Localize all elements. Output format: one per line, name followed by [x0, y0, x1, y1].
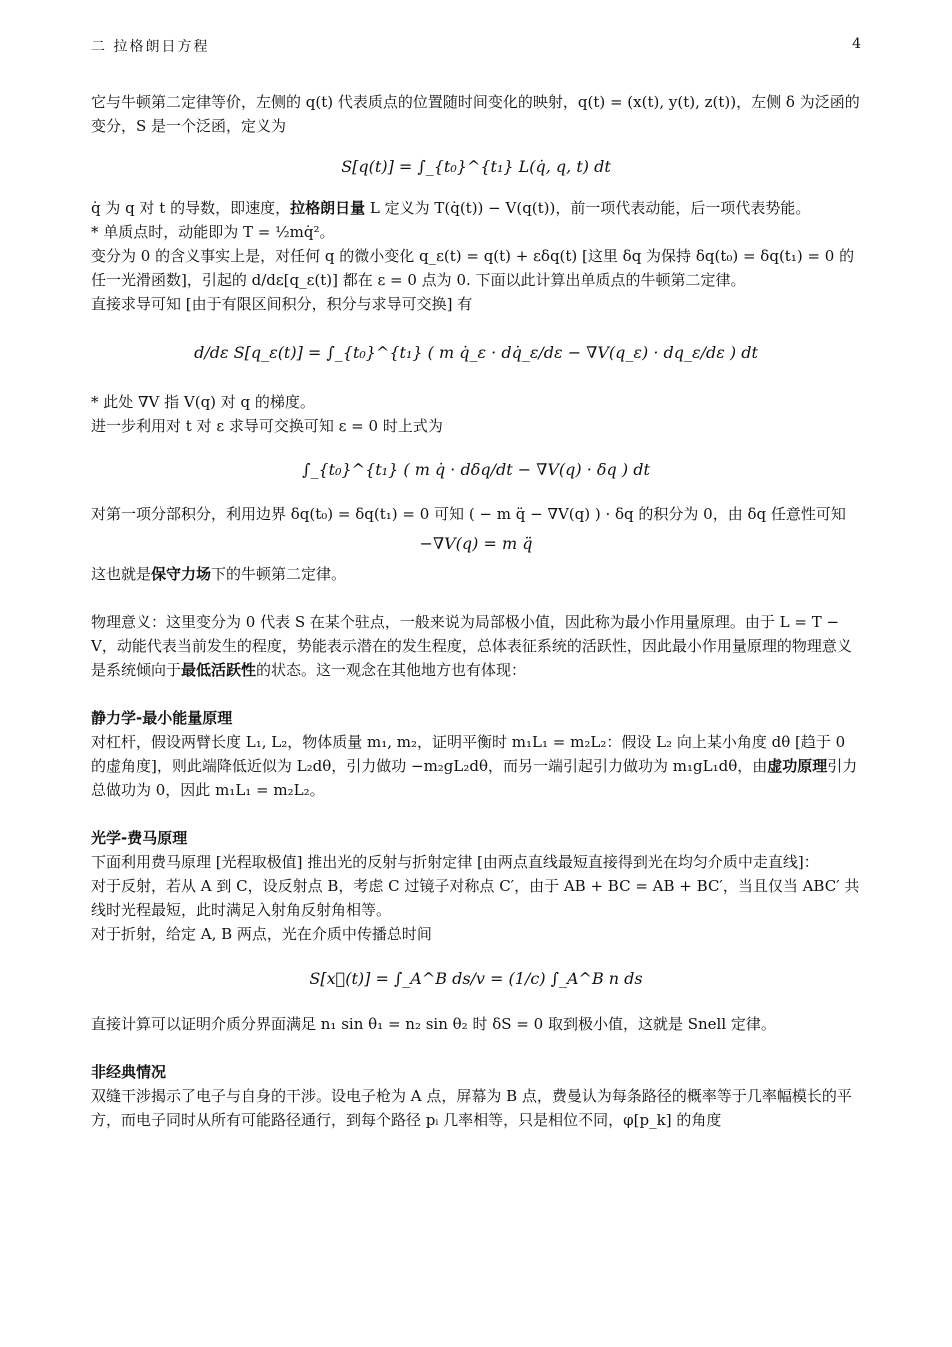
bold-term: 保守力场 — [151, 565, 212, 583]
paragraph: 双缝干涉揭示了电子与自身的干涉。设电子枪为 A 点，屏幕为 B 点，费曼认为每条路径的概率等于几率幅模长的平方，而电子同时从所有可能路径通行，到每个路径 pᵢ 几率相等，只是相位不同，φ[p_k] 的角度 — [91, 1087, 852, 1129]
section-title: 光学-费马原理 — [91, 829, 188, 847]
spacer — [91, 586, 861, 610]
bold-term: 拉格朗日量 — [290, 199, 366, 217]
section-title: 非经典情况 — [91, 1063, 167, 1081]
paragraph: 直接计算可以证明介质分界面满足 n₁ sin θ₁ = n₂ sin θ₂ 时 δS = 0 取到极小值，这就是 Snell 定律。 — [91, 1015, 776, 1033]
paragraph: 对第一项分部积分，利用边界 δq(t₀) = δq(t₁) = 0 可知 ( − m q̈ − ∇V(q) ) · δq 的积分为 0，由 δq 任意性可知 — [91, 505, 846, 523]
text: 这也就是 — [91, 565, 152, 583]
equation-integral: ∫_{t₀}^{t₁} ( m q̇ · dδq/dt − ∇V(q) · δq ) dt — [302, 460, 650, 479]
paragraph: 对于反射，若从 A 到 C，设反射点 B，考虑 C 过镜子对称点 C′，由于 AB + BC = AB + BC′，当且仅当 ABC′ 共线时光程最短，此时满足入射角反射角相等。 — [91, 877, 860, 919]
paragraph: 直接求导可知 [由于有限区间积分，积分与求导可交换] 有 — [91, 295, 473, 313]
paragraph: * 单质点时，动能即为 T = ½mq̇²。 — [91, 223, 335, 241]
text: q̇ 为 q 对 t 的导数，即速度， — [91, 199, 291, 217]
page-header — [91, 36, 861, 56]
bold-term: 最低活跃性 — [181, 661, 257, 679]
section-title: 静力学-最小能量原理 — [91, 709, 233, 727]
text: 下的牛顿第二定律。 — [211, 565, 347, 583]
equation-fermat: S[x⃗(t)] = ∫_A^B ds/v = (1/c) ∫_A^B n ds — [309, 969, 643, 988]
paragraph: 对于折射，给定 A, B 两点，光在介质中传播总时间 — [91, 925, 432, 943]
text: 引力总做功为 0，因此 m₁L₁ = m₂L₂。 — [91, 757, 858, 799]
spacer — [91, 802, 861, 826]
paragraph: 它与牛顿第二定律等价，左侧的 q(t) 代表质点的位置随时间变化的映射，q(t) = (x(t), y(t), z(t))，左侧 δ 为泛函的变分，S 是一个泛函，定义为 — [91, 93, 860, 135]
equation-derivative: d/dε S[q_ε(t)] = ∫_{t₀}^{t₁} ( m q̇_ε · dq̇_ε/dε − ∇V(q_ε) · dq_ε/dε ) dt — [194, 343, 758, 362]
spacer — [91, 682, 861, 706]
chapter-title: 二 拉格朗日方程 — [91, 39, 210, 55]
text: L 定义为 T(q̇(t)) − V(q(t))，前一项代表动能，后一项代表势能。 — [365, 199, 811, 217]
text: 物理意义：这里变分为 0 代表 S 在某个驻点，一般来说为局部极小值，因此称为最小作用量原理。由于 L = T − V，动能代表当前发生的程度，势能表示潜在的发生程度，总体表征系统的活跃性，因此最小作用量原理的物理意义是系统倾向于 — [91, 613, 852, 679]
text: 对杠杆，假设两臂长度 L₁, L₂，物体质量 m₁, m₂，证明平衡时 m₁L₁ = m₂L₂：假设 L₂ 向上某小角度 dθ [趋于 0 的虚角度]，则此端降低近似为 L₂dθ，引力做功 −m₂gL₂dθ，而另一端引起引力做功为 m₁gL₁dθ，由 — [91, 733, 846, 775]
page-number: 4 — [852, 36, 861, 52]
equation-action: S[q(t)] = ∫_{t₀}^{t₁} L(q̇, q, t) dt — [341, 157, 611, 176]
paragraph — [91, 196, 861, 220]
paragraph — [91, 610, 861, 682]
bold-term: 虚功原理 — [767, 757, 828, 775]
paragraph — [91, 730, 861, 802]
text: 的状态。这一观念在其他地方也有体现： — [256, 661, 527, 679]
paragraph: 进一步利用对 t 对 ε 求导可交换可知 ε = 0 时上式为 — [91, 417, 443, 435]
paragraph: * 此处 ∇V 指 V(q) 对 q 的梯度。 — [91, 393, 315, 411]
paragraph: 变分为 0 的含义事实上是，对任何 q 的微小变化 q_ε(t) = q(t) + εδq(t) [这里 δq 为保持 δq(t₀) = δq(t₁) = 0 的任一光滑函数]，引起的 d/dε[q_ε(t)] 都在 ε = 0 点为 0. 下面以此计算出单质点的牛顿第二定律。 — [91, 247, 855, 289]
equation-newton: −∇V(q) = m q̈ — [419, 534, 533, 553]
page-body — [91, 90, 861, 1132]
spacer — [91, 1036, 861, 1060]
paragraph: 下面利用费马原理 [光程取极值] 推出光的反射与折射定律 [由两点直线最短直接得到光在均匀介质中走直线]： — [91, 853, 819, 871]
paragraph — [91, 562, 861, 586]
